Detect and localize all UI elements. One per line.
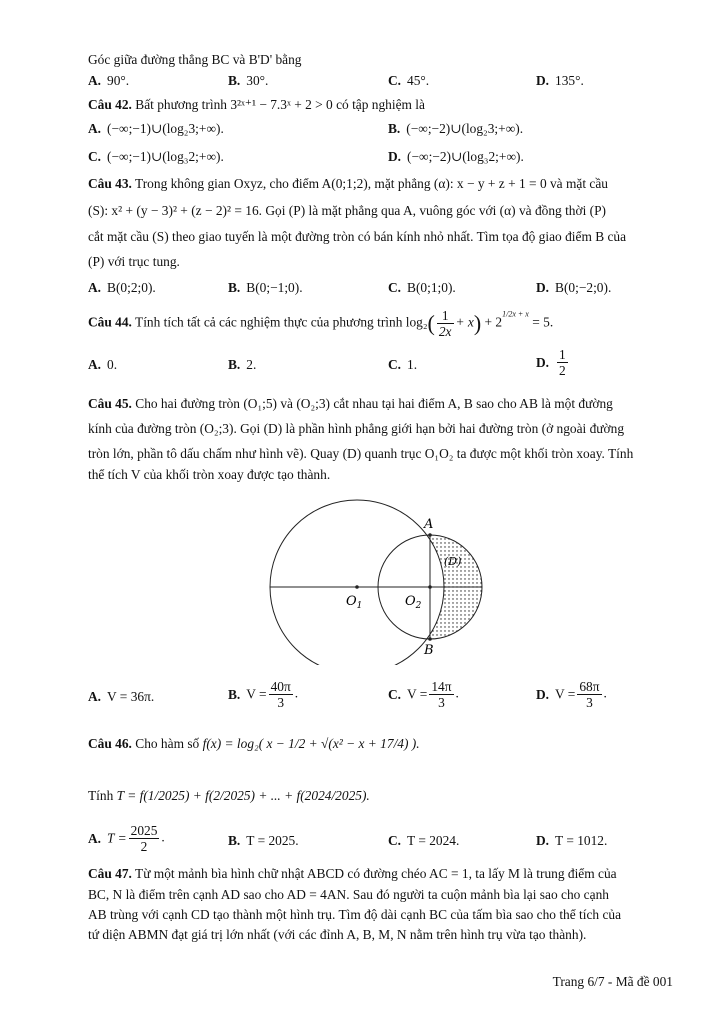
q42-text-after: có tập nghiệm là [336, 97, 425, 112]
q43-line2: (S): x² + (y − 3)² + (z − 2)² = 16. Gọi (P) là mặt phẳng qua A, vuông góc với (α) và đồng thời (P) [88, 203, 607, 218]
q46-calc-expr: T = f(1/2025) + f(2/2025) + ... + f(2024/2025). [116, 788, 370, 803]
q47-line4: tứ diện ABMN đạt giá trị lớn nhất (với các đỉnh A, B, M, N nằm trên hình trụ vừa tạo thành). [88, 927, 587, 942]
shaded-region-d [260, 490, 500, 665]
option-text: B(0;1;0). [407, 280, 456, 295]
label-d: (D) [444, 555, 462, 568]
option-text: B(0;−2;0). [555, 280, 612, 295]
intro-option-a [88, 73, 129, 89]
option-text: (−∞;−2)∪(log₃2;+∞). [407, 149, 524, 164]
q45-option-a [88, 689, 154, 705]
option-text: T = 2024. [407, 833, 460, 848]
q45-number: Câu 45. [88, 396, 132, 411]
q44-option-c [388, 357, 417, 373]
intro-option-b [228, 73, 268, 89]
option-label: D. [536, 73, 550, 88]
page-footer: Trang 6/7 - Mã đề 001 [552, 974, 673, 989]
q47-line1 [88, 866, 617, 882]
option-label: D. [536, 280, 550, 295]
option-label: B. [388, 121, 401, 136]
q43-number: Câu 43. [88, 176, 132, 191]
frac-num: 40π [270, 679, 291, 694]
q47-line2: BC, N là điểm trên cạnh AD sao cho AD = 4AN. Sau đó người ta cuộn mảnh bìa lại sao cho cạnh [88, 887, 609, 902]
q45-line1-text: Cho hai đường tròn (O₁;5) và (O₂;3) cắt nhau tại hai điểm A, B sao cho AB là một đường [135, 396, 613, 411]
option-fraction [269, 679, 293, 710]
option-text: V = 36π. [107, 689, 155, 704]
option-label: A. [88, 73, 102, 88]
option-label: A. [88, 280, 102, 295]
q44-fraction [437, 308, 454, 339]
option-text: B(0;−1;0). [246, 280, 303, 295]
frac-den: 3 [438, 695, 445, 710]
q44-frac-den: 2x [438, 324, 452, 339]
q42-option-c [88, 149, 224, 165]
option-text: T = 2025. [246, 833, 299, 848]
q45-option-d: D. V = $\frac{68\pi}{3}$ . [536, 679, 607, 710]
q43-line4: (P) với trục tung. [88, 254, 180, 269]
q44-text: Tính tích tất cả các nghiệm thực của phương trình [135, 314, 403, 330]
q44-plus-x: + x [455, 314, 474, 330]
option-label: D. [536, 354, 550, 370]
option-label: B. [228, 280, 241, 295]
frac-num: 68π [579, 679, 600, 694]
point-o1 [355, 585, 359, 589]
option-label: C. [388, 280, 402, 295]
q43-line1-text: Trong không gian Oxyz, cho điểm A(0;1;2), mặt phẳng (α): x − y + z + 1 = 0 và mặt cầu [135, 176, 608, 191]
q46-calc-pre: Tính [88, 788, 114, 803]
q43-option-b [228, 280, 303, 296]
label-o1-letter: O [346, 594, 357, 609]
frac-den: 2 [140, 839, 148, 854]
q45-line3: tròn lớn, phần tô dấu chấm như hình vẽ). Quay (D) quanh trục O₁O₂ ta được một khối tròn xoay. Tính [88, 446, 634, 461]
intro-question-text: Góc giữa đường thẳng BC và B'D' bằng [88, 52, 302, 67]
q44-frac-num: 1 [437, 308, 454, 324]
option-label: D. [388, 149, 402, 164]
q47-line3: AB trùng với cạnh CD tạo thành một hình trụ. Tìm độ dài cạnh BC của tấm bìa sao cho thể tích của [88, 907, 622, 922]
q44-option-a [88, 357, 117, 373]
q42-expr: 3²ˣ⁺¹ − 7.3ˣ + 2 > 0 [230, 97, 333, 112]
q43-option-c [388, 280, 456, 296]
q46-number: Câu 46. [88, 736, 132, 751]
q47-number: Câu 47. [88, 866, 132, 881]
q43-option-d [536, 280, 611, 296]
q46-text: Cho hàm số [135, 736, 200, 751]
label-o1 [346, 594, 362, 611]
option-label: A. [88, 830, 102, 846]
option-label: B. [228, 73, 241, 88]
option-fraction [129, 823, 160, 854]
option-label: B. [228, 357, 241, 372]
option-label: D. [536, 686, 550, 702]
q45-line2: kính của đường tròn (O₂;3). Gọi (D) là phần hình phẳng giới hạn bởi hai đường tròn (ở ngoài đường [88, 421, 625, 436]
option-label: C. [88, 149, 102, 164]
frac-num: 1 [559, 347, 566, 362]
option-text: B(0;2;0). [107, 280, 156, 295]
option-text: (−∞;−2)∪(log₂3;+∞). [406, 121, 524, 136]
option-text: 0. [107, 357, 118, 372]
option-label: C. [388, 686, 402, 702]
point-o2 [428, 585, 432, 589]
label-a: A [424, 517, 434, 532]
option-label: B. [228, 833, 241, 848]
intro-option-d [536, 73, 584, 89]
q44-d-fraction [557, 347, 568, 378]
frac-num: 2025 [130, 823, 158, 838]
q44-exponent: 1/2x + x [502, 309, 529, 319]
q45-line1 [88, 396, 613, 412]
option-pre: T = [107, 830, 127, 846]
q46-stem [88, 736, 420, 752]
q44-option-b [228, 357, 256, 373]
q44-log: log₂ [405, 314, 428, 330]
frac-den: 3 [277, 695, 285, 710]
option-label: C. [388, 73, 402, 88]
q44-option-d [536, 347, 570, 378]
q46-option-c [388, 833, 459, 849]
intro-option-c [388, 73, 429, 89]
point-b [428, 637, 432, 641]
q46-option-a: A. T = $\frac{2025}{2}$ . [88, 823, 165, 854]
q42-stem [88, 97, 425, 113]
q42-option-a [88, 121, 224, 137]
option-label: D. [536, 833, 550, 848]
option-label: A. [88, 121, 102, 136]
option-pre: V = [555, 686, 576, 702]
option-text: 30°. [246, 73, 269, 88]
q46-function: f(x) = log₂( x − 1/2 + √(x² − x + 17/4) ). [202, 736, 420, 751]
q46-option-d [536, 833, 607, 849]
option-label: B. [228, 686, 241, 702]
q44-plus-pow: + 2 [484, 314, 503, 330]
option-text: 2. [246, 357, 257, 372]
option-fraction [429, 679, 453, 710]
q43-line1 [88, 176, 608, 192]
point-a [428, 533, 432, 537]
q45-option-b: B. V = $\frac{40\pi}{3}$ . [228, 679, 299, 710]
frac-den: 2 [559, 363, 566, 378]
frac-num: 14π [431, 679, 452, 694]
option-text: (−∞;−1)∪(log₃2;+∞). [107, 149, 224, 164]
q44-rhs: = 5. [532, 314, 554, 330]
label-o1-sub: 1 [356, 601, 363, 611]
q43-line3: cắt mặt cầu (S) theo giao tuyến là một đường tròn có bán kính nhỏ nhất. Tìm tọa độ giao điểm B của [88, 229, 627, 244]
label-o2-letter: O [405, 594, 416, 609]
option-text: T = 1012. [555, 833, 608, 848]
q42-option-d [388, 149, 524, 165]
q46-calc [88, 788, 370, 804]
option-text: 90°. [107, 73, 130, 88]
option-text: 135°. [555, 73, 584, 88]
label-b: B [424, 643, 434, 658]
q44-number: Câu 44. [88, 314, 132, 330]
q42-text-before: Bất phương trình [135, 97, 227, 112]
q44-stem: Câu 44. Tính tích tất cả các nghiệm thực của phương trình log₂( $\frac{1}{2x}$ + $x) + 2^{1/2x + x} = 5$. [88, 308, 554, 339]
option-pre: V = [246, 686, 267, 702]
q42-number: Câu 42. [88, 97, 132, 112]
q45-option-c: C. V = $\frac{14\pi}{3}$ . [388, 679, 459, 710]
q45-figure [260, 490, 500, 665]
option-label: A. [88, 689, 102, 704]
option-text: 45°. [407, 73, 430, 88]
label-o2-sub: 2 [415, 601, 422, 611]
option-text: 1. [407, 357, 418, 372]
option-pre: V = [407, 686, 428, 702]
q46-option-b [228, 833, 299, 849]
option-label: A. [88, 357, 102, 372]
q42-option-b [388, 121, 523, 137]
option-label: C. [388, 833, 402, 848]
q47-line1-text: Từ một mảnh bìa hình chữ nhật ABCD có đường chéo AC = 1, ta lấy M là trung điểm của [135, 866, 617, 881]
option-text: (−∞;−1)∪(log₂3;+∞). [107, 121, 224, 136]
option-fraction [577, 679, 601, 710]
frac-den: 3 [586, 695, 593, 710]
option-label: C. [388, 357, 402, 372]
q45-line4: thể tích V của khối tròn xoay được tạo thành. [88, 467, 331, 482]
q43-option-a [88, 280, 156, 296]
